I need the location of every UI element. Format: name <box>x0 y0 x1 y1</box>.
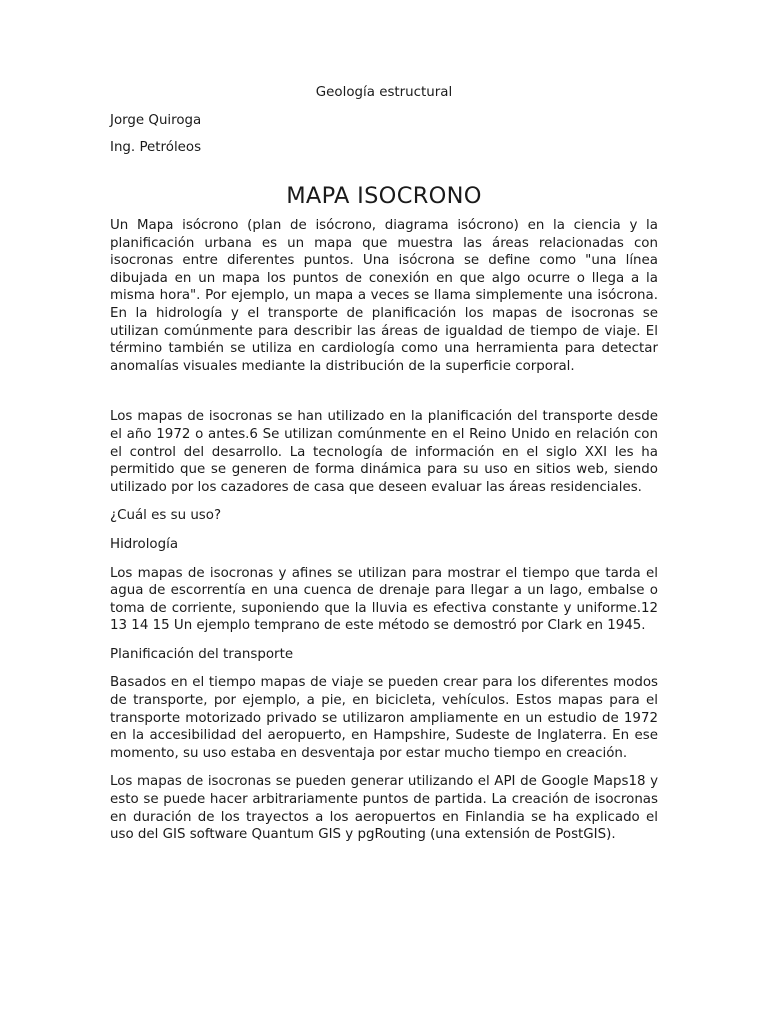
course-name: Geología estructural <box>315 85 453 100</box>
document-page <box>110 84 658 855</box>
hydrology-heading: Hidrología <box>110 536 179 552</box>
usage-heading: ¿Cuál es su uso? <box>110 508 222 524</box>
document-title: MAPA ISOCRONO <box>286 183 482 209</box>
hydrology-paragraph: Los mapas de isocronas y afines se utilizan para mostrar el tiempo que tarda el agua de escorrentía en una cuenca de drenaje para llegar a un lago, embalse o toma de corriente, suponiendo que la lluvia es efectiva constante y uniforme.12 13 14 15 Un ejemplo temprano de este método se demostró por Clark en 1945. <box>110 565 658 634</box>
program-name: Ing. Petróleos <box>110 140 202 155</box>
transport-paragraph-1: Basados en el tiempo mapas de viaje se pueden crear para los diferentes modos de transporte, por ejemplo, a pie, en bicicleta, vehículos. Estos mapas para el transporte motorizado privado se utilizaron ampliamente en un estudio de 1972 en la accesibilidad del aeropuerto, en Hampshire, Sudeste de Inglaterra. En ese momento, su uso estaba en desventaja por estar mucho tiempo en creación. <box>110 675 658 761</box>
history-paragraph: Los mapas de isocronas se han utilizado en la planificación del transporte desde el año 1972 o antes.6 Se utilizan comúnmente en el Reino Unido en relación con el control del desarrollo. La tecnología de información en el siglo XXI les ha permitido que se generen de forma dinámica para su uso en sitios web, siendo utilizado por los cazadores de casa que deseen evaluar las áreas residenciales. <box>110 409 658 495</box>
author-name: Jorge Quiroga <box>110 113 202 128</box>
transport-paragraph-2: Los mapas de isocronas se pueden generar utilizando el API de Google Maps18 y esto se puede hacer arbitrariamente puntos de partida. La creación de isocronas en duración de los trayectos a los aeropuertos en Finlandia se ha explicado el uso del GIS software Quantum GIS y pgRouting (una extensión de PostGIS). <box>110 774 658 843</box>
intro-paragraph: Un Mapa isócrono (plan de isócrono, diagrama isócrono) en la ciencia y la planificación urbana es un mapa que muestra las áreas relacionadas con isocronas entre diferentes puntos. Una isócrona se define como "una línea dibujada en un mapa los puntos de conexión en que algo ocurre o llega a la misma hora". Por ejemplo, un mapa a veces se llama simplemente una isócrona. En la hidrología y el transporte de planificación los mapas de isocronas se utilizan comúnmente para describir las áreas de igualdad de tiempo de viaje. El término también se utiliza en cardiología como una herramienta para detectar anomalías visuales mediante la distribución de la superficie corporal. <box>110 218 658 374</box>
transport-heading: Planificación del transporte <box>110 646 294 662</box>
